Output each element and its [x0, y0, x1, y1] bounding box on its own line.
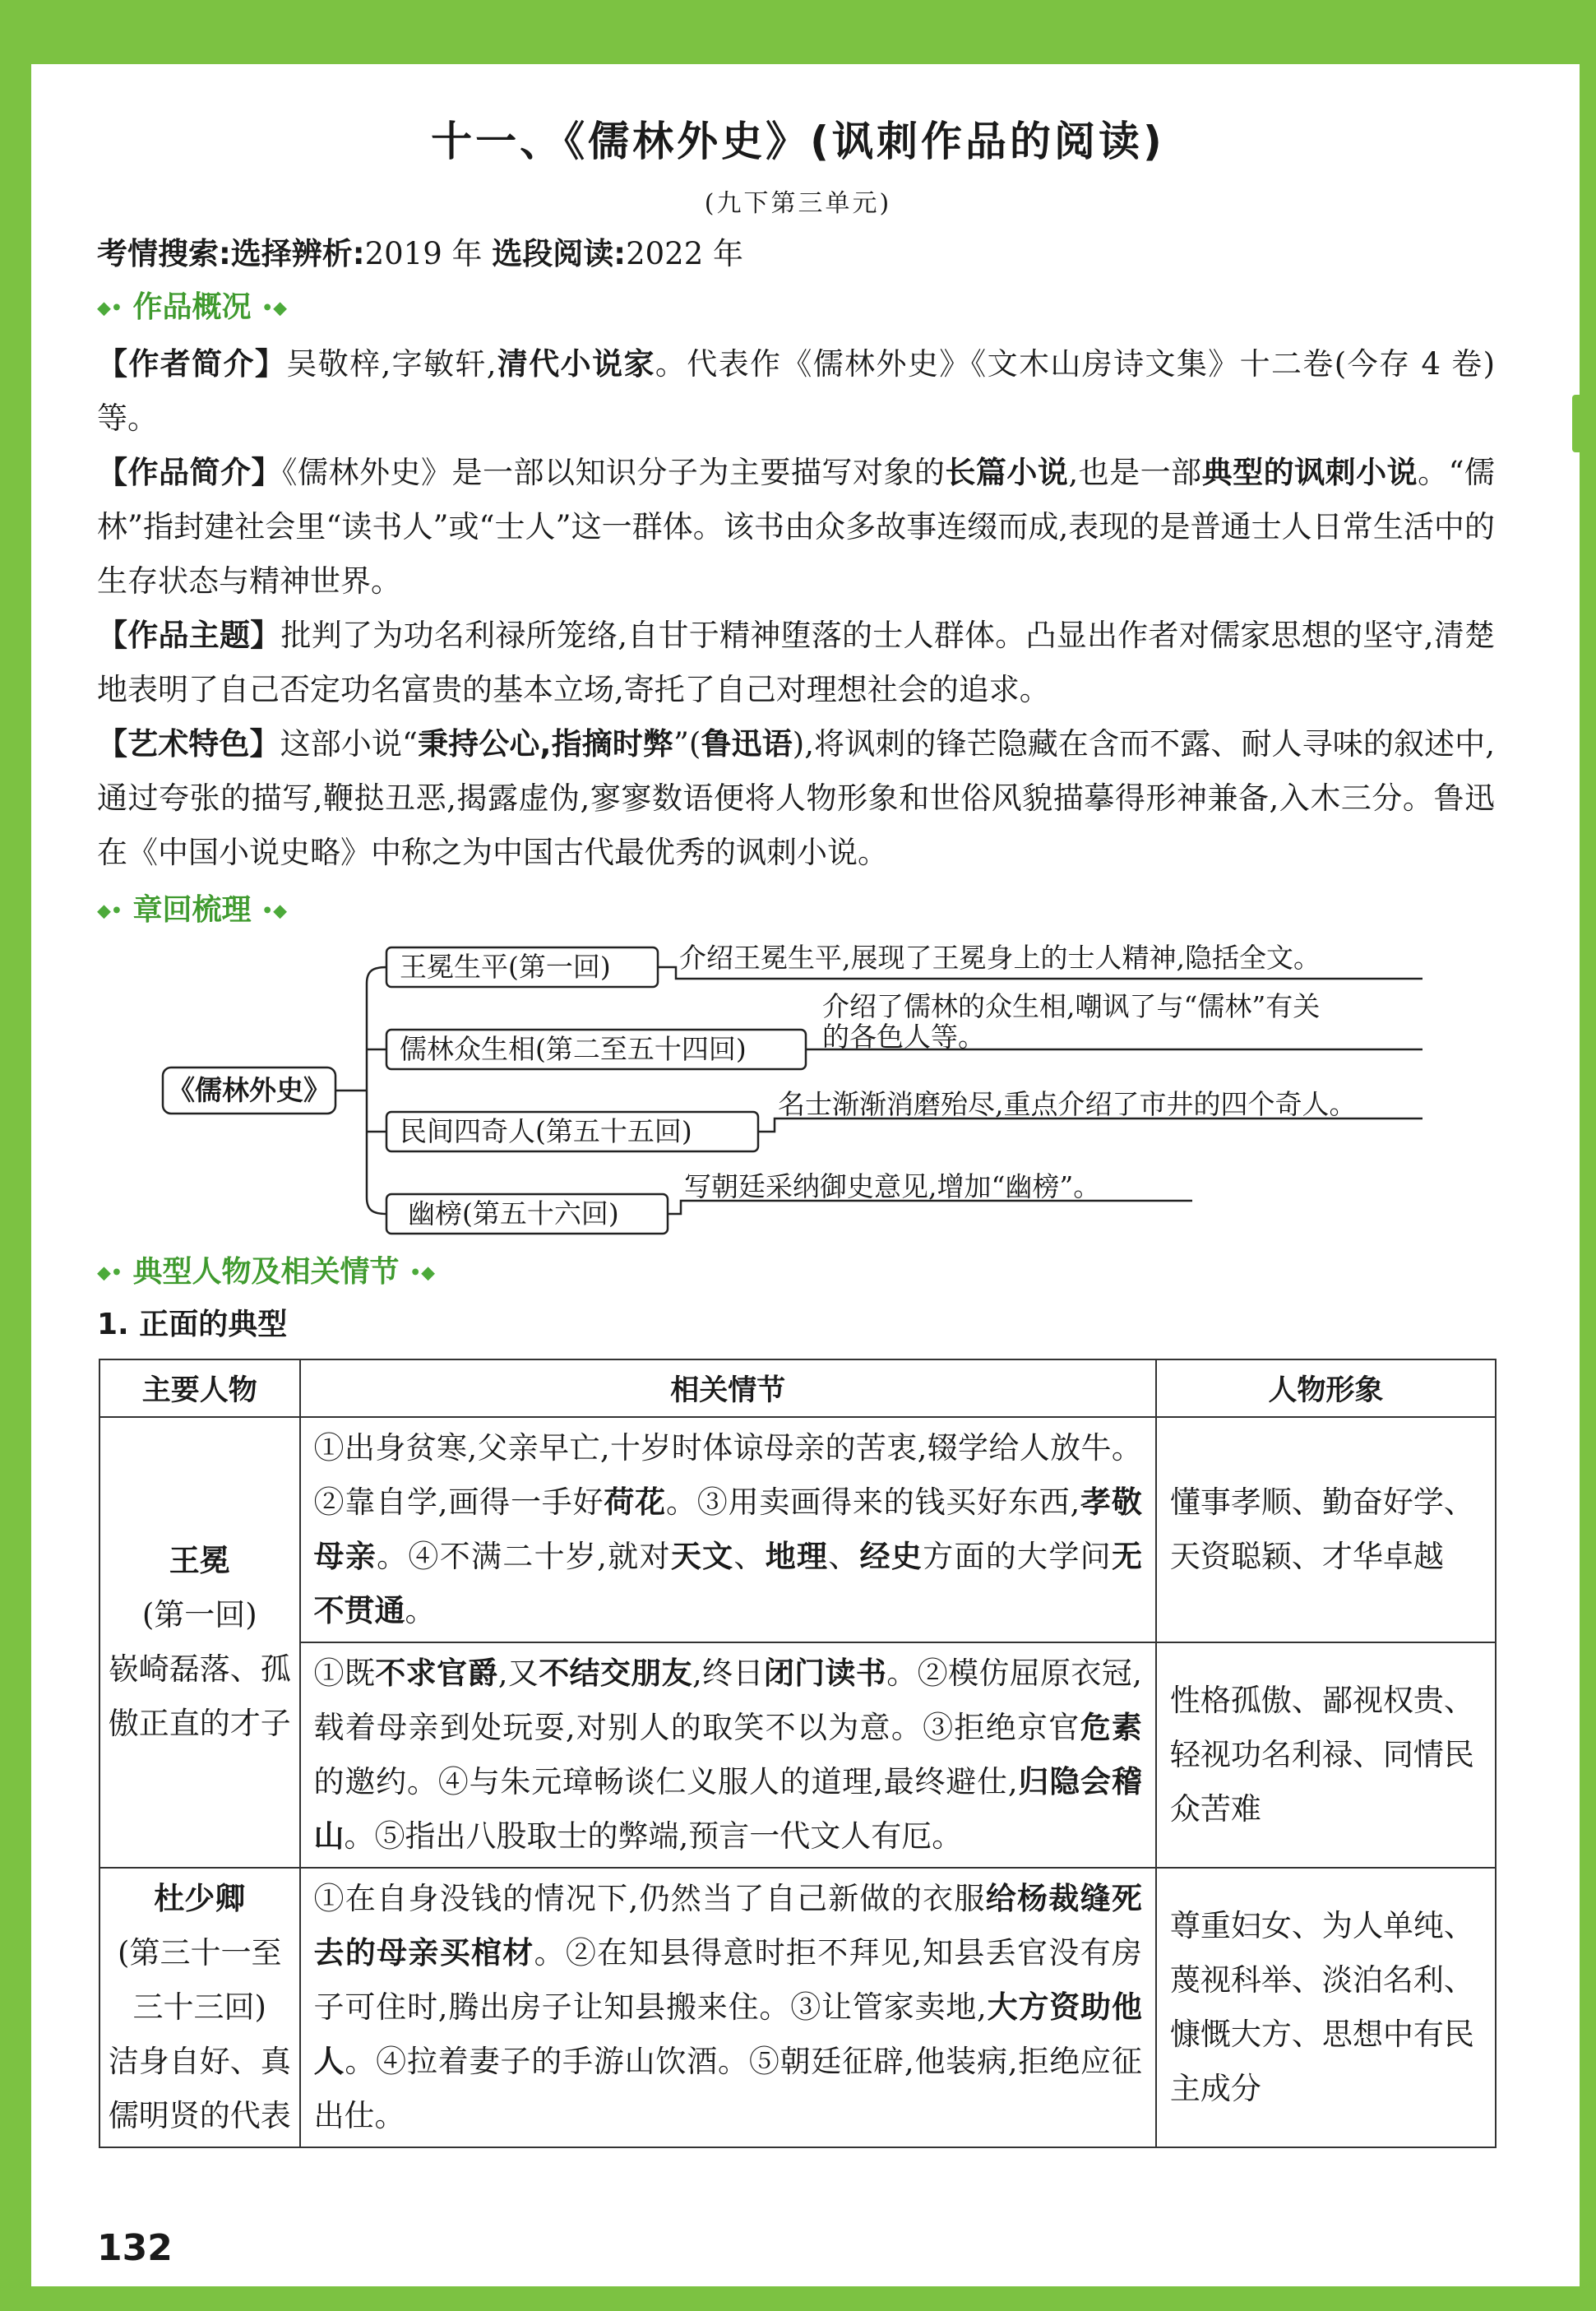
character-name-cell [99, 1417, 300, 1868]
character-description: 洁身自好、真儒明贤的代表 [108, 2044, 291, 2133]
character-image-cell: 性格孤傲、鄙视权贵、轻视功名利禄、同情民众苦难 [1156, 1642, 1496, 1868]
exam-year-1: 2019 年 [364, 236, 483, 271]
branch-label-1: 王冕生平(第一回) [400, 951, 611, 983]
plot-text: 。④不满二十岁,就对 [377, 1539, 671, 1574]
work-bold-1: 长篇小说 [945, 455, 1069, 490]
desc-underline-3 [758, 1118, 1423, 1132]
diamond-dots-icon: ◆• [97, 1262, 123, 1284]
section-characters-label: 典型人物及相关情节 [132, 1255, 400, 1289]
plot-keyword: 不结交朋友 [539, 1656, 692, 1691]
character-episode: (第三十一至三十三回) [118, 1935, 282, 2025]
art-text-2: ”( [673, 726, 701, 762]
plot-text: 、 [828, 1539, 860, 1574]
exam-info-label-2: 选段阅读: [492, 236, 627, 271]
diamond-dots-icon: •◆ [261, 298, 288, 319]
root-label: 《儒林外史》 [168, 1074, 331, 1106]
header-main-character: 主要人物 [99, 1359, 300, 1417]
section-overview [97, 284, 287, 326]
author-bold-1: 清代小说家 [496, 346, 655, 382]
diamond-dots-icon: ◆• [97, 901, 123, 922]
header-plot: 相关情节 [300, 1359, 1156, 1417]
plot-text: ①出身贫寒,父亲早亡,十岁时体谅母亲的苦衷,辍学给人放牛。②靠自学,画得一手好 [313, 1430, 1142, 1520]
plot-text: 。④拉着妻子的手游山饮酒。⑤朝廷征辟,他装病,拒绝应征出仕。 [313, 2044, 1142, 2133]
table-row [99, 1868, 1496, 2147]
plot-text: ①在自身没钱的情况下,仍然当了自己新做的衣服 [313, 1881, 986, 1916]
plot-keyword: 闭门读书 [763, 1656, 887, 1691]
plot-text: ,终日 [692, 1656, 764, 1691]
author-text-2: 。代表作《儒林外史》《文木山房诗文集》十二卷(今存 4 卷)等。 [97, 346, 1496, 436]
plot-text: 。 [405, 1593, 436, 1628]
branch-desc-3: 名士渐渐消磨殆尽,重点介绍了市井的四个奇人。 [778, 1088, 1357, 1120]
art-bold-2: 鲁迅语 [701, 726, 793, 762]
plot-text: ①既 [313, 1656, 376, 1691]
desc-underline-4 [668, 1201, 1192, 1214]
theme-label: 【作品主题】 [97, 618, 281, 653]
exam-info [97, 227, 1495, 281]
work-text-1: 《儒林外史》是一部以知识分子为主要描写对象的 [281, 455, 946, 490]
page-title: 十一、《儒林外史》(讽刺作品的阅读) [431, 118, 1165, 165]
table-header-row [99, 1359, 1496, 1417]
author-text-1: 吴敬梓,字敏轩, [286, 346, 497, 382]
table-row [99, 1417, 1496, 1642]
art-label: 【艺术特色】 [97, 726, 280, 762]
plot-keyword: 大方资助他人 [313, 1989, 1142, 2079]
branch-desc-1: 介绍王冕生平,展现了王冕身上的士人精神,隐括全文。 [679, 942, 1321, 974]
section-overview-label: 作品概况 [132, 290, 252, 324]
page-frame-right [1580, 0, 1596, 2311]
art-text-1: 这部小说“ [280, 726, 418, 762]
plot-cell [300, 1417, 1156, 1642]
subsection-positive: 1. 正面的典型 [97, 1308, 288, 1341]
work-paragraph [97, 446, 1495, 609]
branch-desc-2a: 介绍了儒林的众生相,嘲讽了与“儒林”有关 [822, 990, 1321, 1022]
art-bold-1: 秉持公心,指摘时弊 [417, 726, 673, 762]
character-name: 王冕 [169, 1543, 230, 1578]
work-text-2: ,也是一部 [1068, 455, 1202, 490]
plot-text: 。⑤指出八股取士的弊端,预言一代文人有厄。 [344, 1818, 963, 1854]
work-label: 【作品简介】 [97, 455, 282, 490]
branch-label-4: 幽榜(第五十六回) [408, 1197, 619, 1230]
plot-keyword: 归隐会稽山 [313, 1764, 1142, 1854]
author-label: 【作者简介】 [97, 346, 287, 382]
plot-text: 。②模仿屈原衣冠,载着母亲到处玩耍,对别人的取笑不以为意。③拒绝京官 [313, 1656, 1142, 1745]
plot-keyword: 天文 [670, 1539, 734, 1574]
character-description: 嵚崎磊落、孤傲正直的才子 [108, 1651, 291, 1741]
work-bold-2: 典型的讽刺小说 [1201, 455, 1418, 490]
plot-keyword: 无不贯通 [313, 1539, 1142, 1628]
section-chapters-label: 章回梳理 [132, 893, 252, 927]
plot-cell [300, 1642, 1156, 1868]
page-frame-left [0, 0, 31, 2311]
theme-text-1: 批判了为功名利禄所笼络,自甘于精神堕落的士人群体。凸显出作者对儒家思想的坚守,清楚地表明了自己否定功名富贵的基本立场,寄托了自己对理想社会的追求。 [97, 618, 1495, 707]
plot-text: 、 [733, 1539, 766, 1574]
chapter-diagram [156, 929, 1439, 1250]
side-tab [1572, 395, 1584, 452]
plot-keyword: 孝敬母亲 [313, 1484, 1142, 1574]
branch-desc-4: 写朝廷采纳御史意见,增加“幽榜”。 [684, 1170, 1101, 1202]
work-text-3: 。“儒林”指封建社会里“读书人”或“士人”这一群体。该书由众多故事连缀而成,表现的是普通士人日常生活中的生存状态与精神世界。 [97, 455, 1496, 599]
plot-text: 。②在知县得意时拒不拜见,知县丢官没有房子可住时,腾出房子让知县搬来住。③让管家卖地, [313, 1935, 1142, 2025]
diamond-dots-icon: ◆• [97, 298, 123, 319]
art-text-3: ),将讽刺的锋芒隐藏在含而不露、耐人寻味的叙述中,通过夸张的描写,鞭挞丑恶,揭露虚伪,寥寥数语便将人物形象和世俗风貌描摹得形神兼备,入木三分。鲁迅在《中国小说史略》中称之为中国古代最优秀的讽刺小说。 [97, 726, 1496, 870]
header-image: 人物形象 [1156, 1359, 1496, 1417]
diamond-dots-icon: •◆ [409, 1262, 436, 1284]
character-name-cell [99, 1868, 300, 2147]
branch-label-3: 民间四奇人(第五十五回) [400, 1115, 692, 1147]
character-episode: (第一回) [141, 1597, 257, 1633]
page-subtitle: (九下第三单元) [704, 189, 892, 218]
character-name: 杜少卿 [154, 1881, 246, 1916]
plot-keyword: 地理 [765, 1539, 829, 1574]
section-characters [97, 1248, 435, 1290]
branch-desc-2b: 的各色人等。 [822, 1021, 985, 1053]
exam-info-label: 考情搜索:选择辨析: [97, 236, 365, 271]
page-number: 132 [97, 2227, 173, 2269]
theme-paragraph [97, 609, 1495, 717]
diamond-dots-icon: •◆ [261, 901, 288, 922]
plot-cell [300, 1868, 1156, 2147]
plot-text: 的邀约。④与朱元璋畅谈仁义服人的道理,最终避仕, [313, 1764, 1018, 1799]
character-image-cell: 尊重妇女、为人单纯、蔑视科举、淡泊名利、慷慨大方、思想中有民主成分 [1156, 1868, 1496, 2147]
plot-keyword: 危素 [1080, 1710, 1142, 1745]
connector [367, 984, 386, 1214]
plot-text: ,又 [497, 1656, 539, 1691]
branch-label-2: 儒林众生相(第二至五十四回) [400, 1033, 747, 1065]
plot-keyword: 经史 [859, 1539, 923, 1574]
plot-keyword: 不求官爵 [375, 1656, 498, 1691]
author-paragraph [97, 337, 1495, 446]
plot-text: 。③用卖画得来的钱买好东西, [666, 1484, 1080, 1520]
character-table [99, 1359, 1497, 2148]
character-image-cell: 懂事孝顺、勤奋好学、天资聪颖、才华卓越 [1156, 1417, 1496, 1642]
section-chapters [97, 887, 287, 929]
plot-keyword: 给杨裁缝死去的母亲买棺材 [313, 1881, 1142, 1971]
connector [367, 967, 386, 984]
page-frame-top [0, 0, 1596, 64]
page-frame-bottom [0, 2286, 1596, 2311]
table-body [99, 1417, 1496, 2147]
plot-keyword: 荷花 [604, 1484, 666, 1520]
exam-year-2: 2022 年 [626, 236, 744, 271]
plot-text: 方面的大学问 [923, 1539, 1112, 1574]
table-row [99, 1642, 1496, 1868]
art-paragraph [97, 717, 1495, 880]
